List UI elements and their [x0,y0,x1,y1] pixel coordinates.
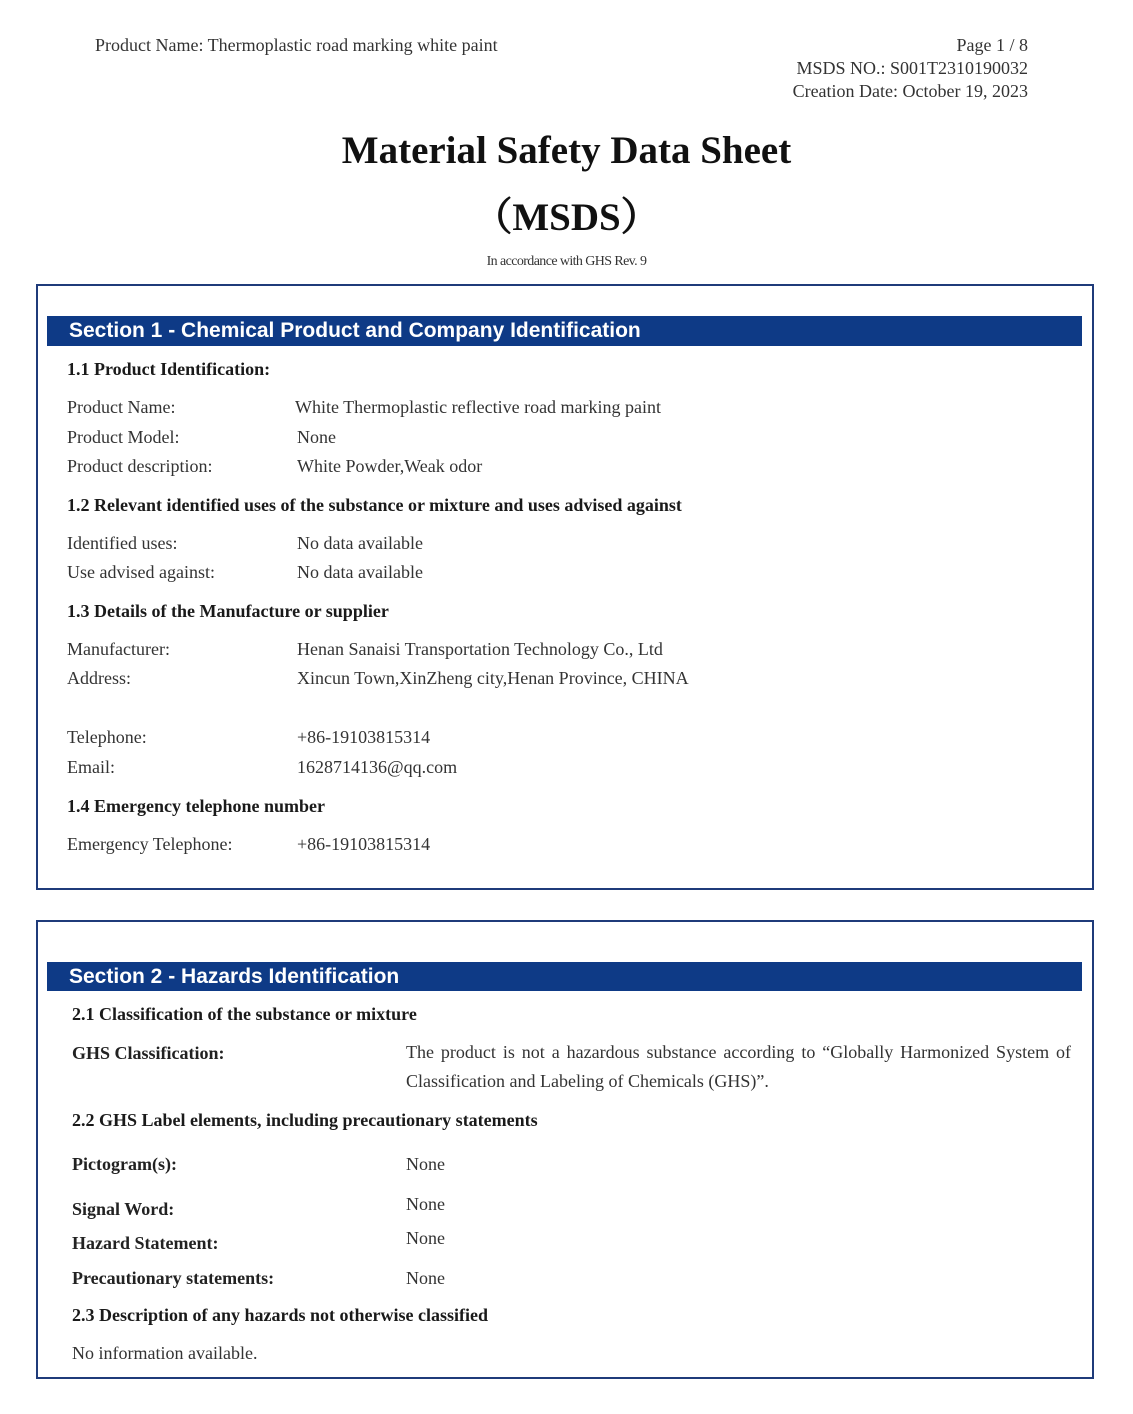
section1-1-title: 1.1 Product Identification: [67,359,271,379]
precautionary-statements-value: None [406,1268,445,1288]
precautionary-statements-label: Precautionary statements: [72,1268,275,1288]
ghs-classification-value: The product is not a hazardous substance according to “Globally Harmonized System of Classification and Labeling of Chemicals (GHS)”. [406,1042,1071,1091]
product-description-label: Product description: [67,456,213,476]
header-msds-number: MSDS NO.: S001T2310190032 [796,58,1028,78]
hazard-statement-value: None [406,1228,445,1248]
product-name-label: Product Name: [67,397,176,417]
header-creation-date: Creation Date: October 19, 2023 [792,81,1028,101]
address-label: Address: [67,668,131,688]
identified-uses-label: Identified uses: [67,533,178,553]
section2-2-title: 2.2 GHS Label elements, including precautionary statements [72,1110,538,1130]
telephone-label: Telephone: [67,727,147,747]
email-value: 1628714136@qq.com [297,757,458,777]
address-value: Xincun Town,XinZheng city,Henan Province, CHINA [297,668,689,688]
signal-word-value: None [406,1194,445,1214]
email-label: Email: [67,757,115,777]
emergency-telephone-value: +86-19103815314 [297,834,431,854]
product-description-value: White Powder,Weak odor [297,456,483,476]
ghs-revision-note: In accordance with GHS Rev. 9 [486,254,647,269]
document-title: Material Safety Data Sheet [341,129,792,172]
pictograms-value: None [406,1154,445,1174]
identified-uses-value: No data available [297,533,423,553]
section1-heading-bar: Section 1 - Chemical Product and Company Identification [47,316,1082,346]
manufacturer-value: Henan Sanaisi Transportation Technology Co., Ltd [297,639,663,659]
section2-heading-bar: Section 2 - Hazards Identification [47,962,1082,991]
signal-word-label: Signal Word: [72,1199,175,1219]
product-name-value: White Thermoplastic reflective road marking paint [295,397,662,417]
document-subtitle: （MSDS） [473,196,660,239]
header-page-number: Page 1 / 8 [956,35,1028,55]
manufacturer-label: Manufacturer: [67,639,170,659]
no-information-text: No information available. [72,1343,258,1363]
telephone-value: +86-19103815314 [297,727,431,747]
pictograms-label: Pictogram(s): [72,1154,177,1174]
use-advised-against-label: Use advised against: [67,562,215,582]
hazard-statement-label: Hazard Statement: [72,1233,219,1253]
ghs-classification-label: GHS Classification: [72,1043,225,1063]
product-model-label: Product Model: [67,427,180,447]
header-product-name: Product Name: Thermoplastic road marking white paint [95,35,498,55]
product-model-value: None [297,427,336,447]
emergency-telephone-label: Emergency Telephone: [67,834,233,854]
section1-3-title: 1.3 Details of the Manufacture or supplier [67,601,389,621]
section2-1-title: 2.1 Classification of the substance or mixture [72,1004,417,1024]
section1-4-title: 1.4 Emergency telephone number [67,796,325,816]
section1-2-title: 1.2 Relevant identified uses of the substance or mixture and uses advised against [67,495,682,515]
section2-3-title: 2.3 Description of any hazards not otherwise classified [72,1305,488,1325]
use-advised-against-value: No data available [297,562,423,582]
